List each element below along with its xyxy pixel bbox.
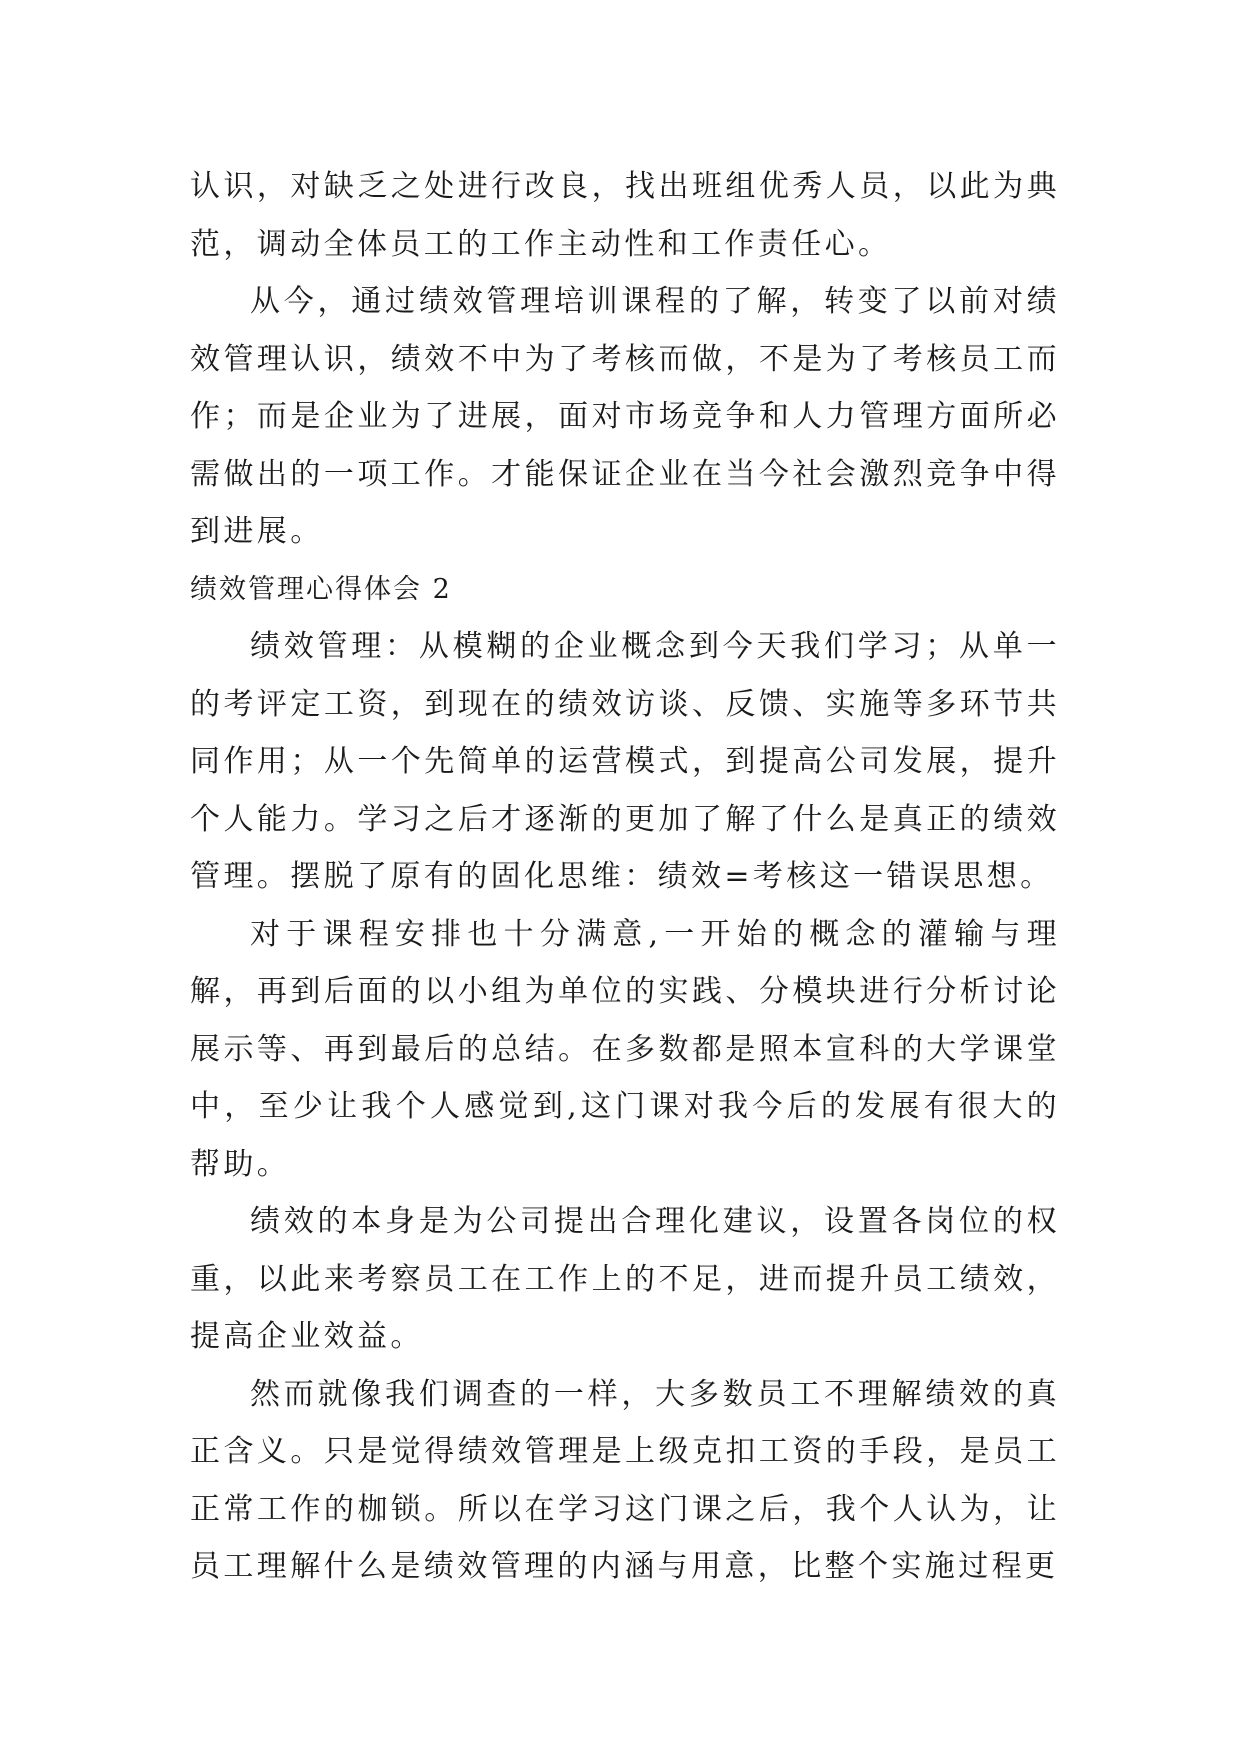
paragraph-1: 认识，对缺乏之处进行改良，找出班组优秀人员，以此为典范，调动全体员工的工作主动性和工作责任心。 (190, 169, 1060, 262)
paragraph-6: 然而就像我们调查的一样，大多数员工不理解绩效的真正含义。只是觉得绩效管理是上级克扣工资的手段，是员工正常工作的枷锁。所以在学习这门课之后，我个人认为，让员工理解什么是绩效管理的内涵与用意，比整个实施过程更 (190, 1376, 1060, 1584)
paragraph-4: 对于课程安排也十分满意,一开始的概念的灌输与理解，再到后面的以小组为单位的实践、分模块进行分析讨论展示等、再到最后的总结。在多数都是照本宣科的大学课堂中，至少让我个人感觉到,这门课对我今后的发展有很大的帮助。 (190, 916, 1060, 1182)
document-body (190, 158, 1060, 1596)
paragraph-5: 绩效的本身是为公司提出合理化建议，设置各岗位的权重，以此来考察员工在工作上的不足，进而提升员工绩效，提高企业效益。 (190, 1204, 1060, 1354)
paragraph-3: 绩效管理：从模糊的企业概念到今天我们学习；从单一的考评定工资，到现在的绩效访谈、反馈、实施等多环节共同作用；从一个先简单的运营模式，到提高公司发展，提升个人能力。学习之后才逐渐的更加了解了什么是真正的绩效管理。摆脱了原有的固化思维：绩效=考核这一错误思想。 (190, 629, 1060, 894)
paragraph-2: 从今，通过绩效管理培训课程的了解，转变了以前对绩效管理认识，绩效不中为了考核而做，不是为了考核员工而作；而是企业为了进展，面对市场竞争和人力管理方面所必需做出的一项工作。才能保证企业在当今社会激烈竞争中得到进展。 (190, 284, 1060, 549)
section-heading: 绩效管理心得体会 2 (190, 573, 452, 605)
